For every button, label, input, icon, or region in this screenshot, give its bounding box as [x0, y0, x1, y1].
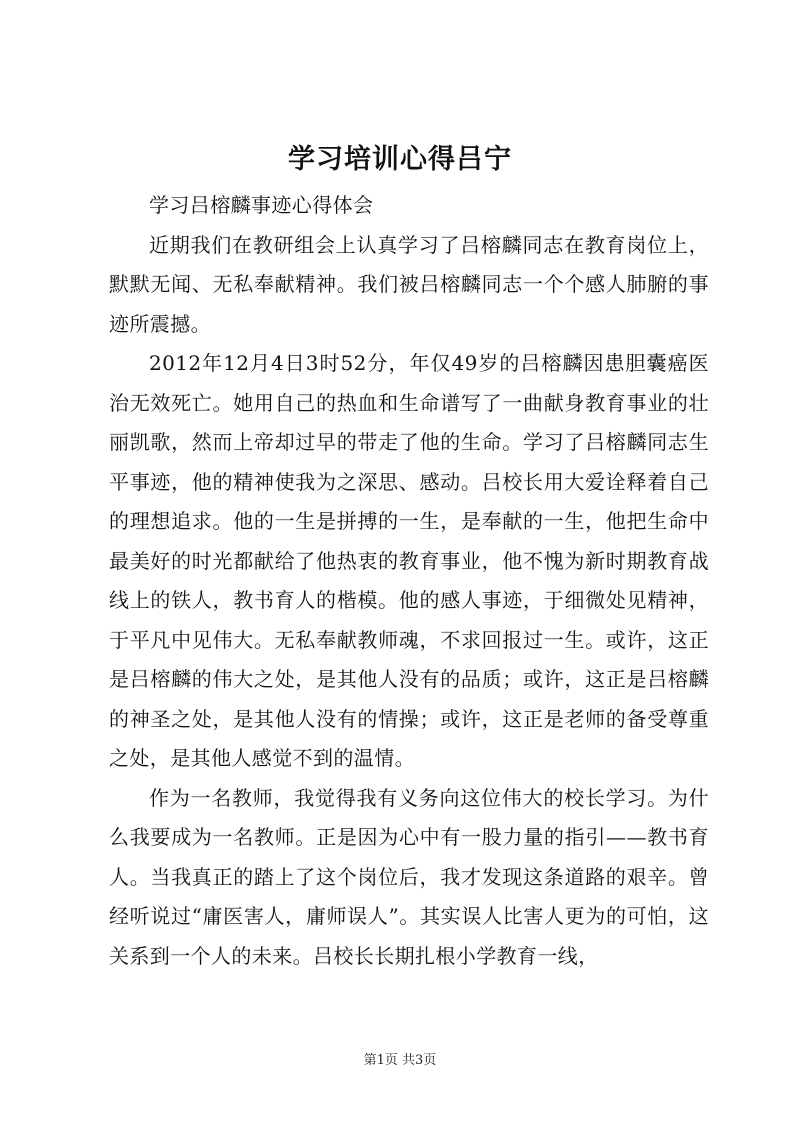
paragraph-subtitle: 学习吕榕麟事迹心得体会	[149, 193, 374, 217]
paragraph: 近期我们在教研组会上认真学习了吕榕麟同志在教育岗位上，默默无闻、无私奉献精神。我们被吕榕麟同志一个个感人肺腑的事迹所震撼。	[109, 232, 709, 336]
document-body	[109, 186, 709, 976]
page-number-footer: 第1页 共3页	[363, 1053, 437, 1068]
paragraph: 作为一名教师，我觉得我有义务向这位伟大的校长学习。为什么我要成为一名教师。正是因为心中有一股力量的指引——教书育人。当我真正的踏上了这个岗位后，我才发现这条道路的艰辛。曾经听说过“庸医害人，庸师误人”。其实误人比害人更为的可怕，这关系到一个人的未来。吕校长长期扎根小学教育一线，	[109, 785, 709, 968]
document-title: 学习培训心得吕宁	[288, 144, 512, 175]
paragraph: 2012年12月4日3时52分，年仅49岁的吕榕麟因患胆囊癌医治无效死亡。她用自己的热血和生命谱写了一曲献身教育事业的壮丽凯歌，然而上帝却过早的带走了他的生命。学习了吕榕麟同志生平事迹，他的精神使我为之深思、感动。吕校长用大爱诠释着自己的理想追求。他的一生是拼搏的一生，是奉献的一生，他把生命中最美好的时光都献给了他热衷的教育事业，他不愧为新时期教育战线上的铁人，教书育人的楷模。他的感人事迹，于细微处见精神，于平凡中见伟大。无私奉献教师魂，不求回报过一生。或许，这正是吕榕麟的伟大之处，是其他人没有的品质；或许，这正是吕榕麟的神圣之处，是其他人没有的情操；或许，这正是老师的备受尊重之处，是其他人感觉不到的温情。	[109, 351, 709, 770]
